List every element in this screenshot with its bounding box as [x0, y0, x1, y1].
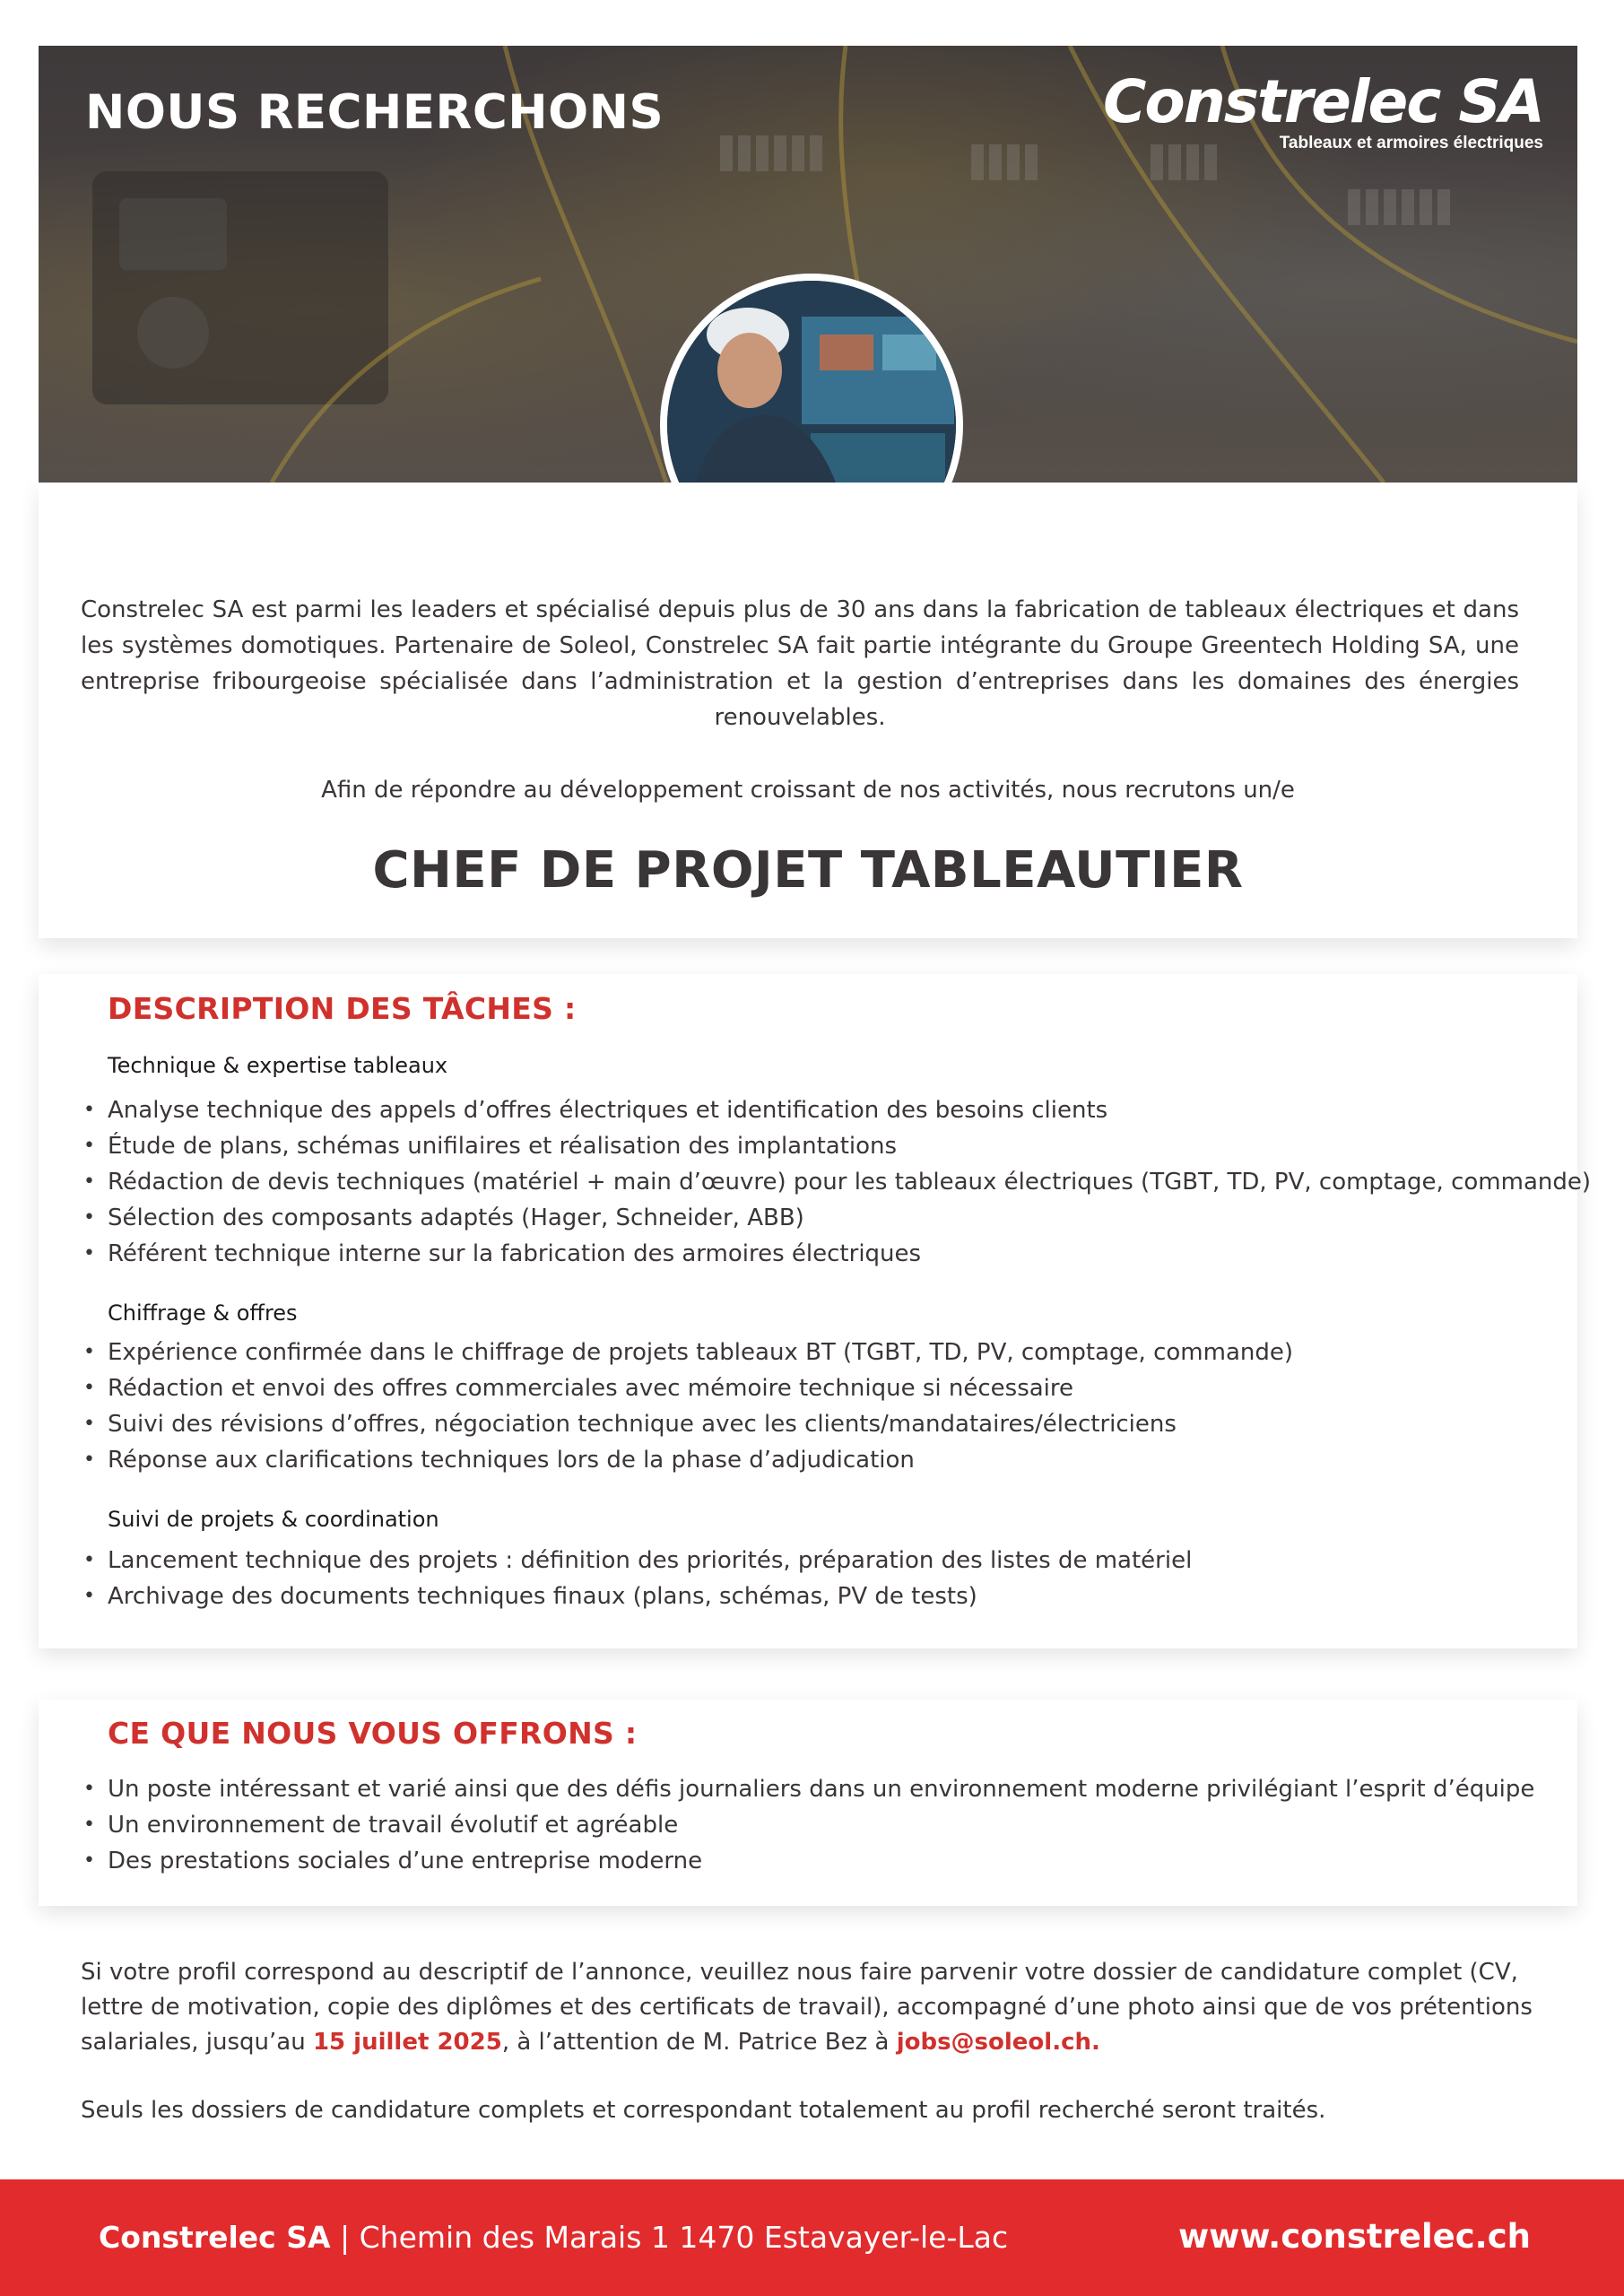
company-logo [1102, 67, 1543, 153]
list-item: • Un environnement de travail évolutif et agréable [81, 1807, 1534, 1843]
deadline-date: 15 juillet 2025 [312, 2029, 502, 2056]
list-item: • Lancement technique des projets : définition des priorités, préparation des listes de matériel [81, 1543, 1192, 1578]
list-item: • Rédaction et envoi des offres commerciales avec mémoire technique si nécessaire [81, 1370, 1293, 1406]
application-text: Si votre profil correspond au descriptif de l’annonce, veuillez nous faire parvenir votre dossier de candidature complet (CV, lettre de motivation, copie des diplômes et des certificats de travail), accompagné d’une photo ainsi que de vos prétentions salariales, jusqu’au [81, 1959, 1533, 2056]
task-group-heading: Technique & expertise tableaux [108, 1053, 448, 1078]
task-list-technique [81, 1092, 1591, 1272]
list-item: • Suivi des révisions d’offres, négociation technique avec les clients/mandataires/électriciens [81, 1406, 1293, 1442]
application-text-continued: , à l’attention de M. Patrice Bez à [501, 2029, 897, 2056]
offer-section-title: CE QUE NOUS VOUS OFFRONS : [108, 1716, 638, 1751]
footer-website-link[interactable]: www.constrelec.ch [1177, 2217, 1531, 2256]
company-intro-paragraph: Constrelec SA est parmi les leaders et spécialisé depuis plus de 30 ans dans la fabrication de tableaux électriques et dans les systèmes domotiques. Partenaire de Soleol, Constrelec SA fait partie intégrante du Groupe Greentech Holding SA, une entreprise fribourgeoise spécialisée dans l’administration et la gestion d’entreprises dans les domaines des énergies renouvelables. [81, 596, 1519, 731]
list-item: • Un poste intéressant et varié ainsi que des défis journaliers dans un environnement moderne privilégiant l’esprit d’équipe [81, 1771, 1534, 1807]
list-item: • Expérience confirmée dans le chiffrage de projets tableaux BT (TGBT, TD, PV, comptage, commande) [81, 1335, 1293, 1370]
list-item: • Référent technique interne sur la fabrication des armoires électriques [81, 1236, 1591, 1272]
footer-bar [0, 2179, 1624, 2296]
task-list-chiffrage [81, 1335, 1293, 1478]
footer-address: Chemin des Marais 1 1470 Estavayer-le-Lac [359, 2220, 1009, 2255]
completeness-note: Seuls les dossiers de candidature complets et correspondant totalement au profil recherché seront traités. [81, 2097, 1326, 2124]
tasks-section-title: DESCRIPTION DES TÂCHES : [108, 991, 577, 1026]
task-group-heading: Chiffrage & offres [108, 1300, 298, 1326]
footer-separator: | [340, 2220, 351, 2255]
job-title: CHEF DE PROJET TABLEAUTIER [372, 841, 1244, 900]
list-item: • Des prestations sociales d’une entreprise moderne [81, 1843, 1534, 1879]
task-group-heading: Suivi de projets & coordination [108, 1507, 439, 1532]
logo-name: Constrelec SA [1102, 67, 1543, 136]
list-item: • Analyse technique des appels d’offres électriques et identification des besoins clients [81, 1092, 1591, 1128]
list-item: • Réponse aux clarifications techniques lors de la phase d’adjudication [81, 1442, 1293, 1478]
footer-address-block [99, 2220, 1008, 2255]
contact-email-link[interactable]: jobs@soleol.ch. [896, 2029, 1100, 2056]
offer-list [81, 1771, 1534, 1879]
banner-title: NOUS RECHERCHONS [85, 85, 664, 140]
footer-company-name: Constrelec SA [99, 2220, 331, 2255]
list-item: • Sélection des composants adaptés (Hager, Schneider, ABB) [81, 1200, 1591, 1236]
application-instructions [81, 1955, 1551, 2060]
task-list-suivi [81, 1543, 1192, 1614]
list-item: • Étude de plans, schémas unifilaires et réalisation des implantations [81, 1128, 1591, 1164]
recruitment-lead: Afin de répondre au développement croissant de nos activités, nous recrutons un/e [321, 777, 1295, 804]
logo-tagline: Tableaux et armoires électriques [1279, 134, 1543, 152]
list-item: • Archivage des documents techniques finaux (plans, schémas, PV de tests) [81, 1578, 1192, 1614]
list-item: • Rédaction de devis techniques (matériel + main d’œuvre) pour les tableaux électriques (TGBT, TD, PV, comptage, commande) [81, 1164, 1591, 1200]
